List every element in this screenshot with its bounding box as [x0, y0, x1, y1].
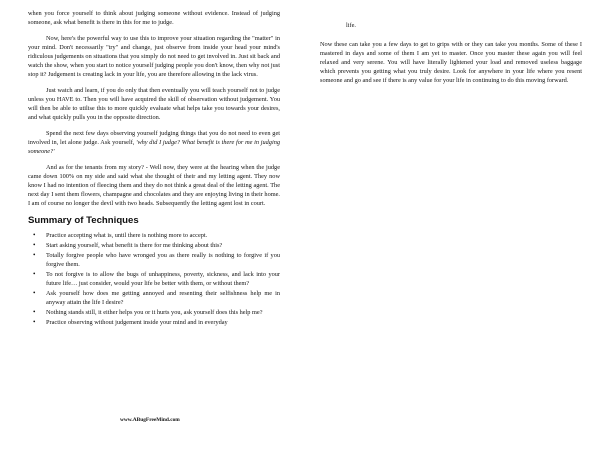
list-item [28, 318, 280, 327]
list-item [28, 270, 280, 288]
list-item-text: Start asking yourself, what benefit is there for me thinking about this? [46, 242, 223, 249]
list-item-text: Totally forgive people who have wronged you as there really is nothing to forgive if you forgive them. [46, 252, 280, 268]
paragraph-4-question: 'why did I judge? What benefit is there for me in judging someone?' [28, 139, 281, 155]
techniques-list [28, 231, 280, 327]
right-column [320, 40, 582, 92]
left-column [28, 9, 280, 328]
list-item-text: To not forgive is to allow the bugs of unhappiness, poverty, sickness, and lack into your future life… just consider, would your life be better with them, or without them? [46, 271, 280, 287]
paragraph-4-text: Spend the next few days observing yourself judging things that you do not need to even get involved in, let alone judge. Ask yourself, [28, 130, 280, 146]
bullet-icon: • [33, 270, 36, 278]
list-item [28, 289, 280, 307]
list-item-text: Practice observing without judgement inside your mind and in everyday [46, 319, 228, 326]
bullet-icon: • [33, 251, 36, 259]
list-item-text: Ask yourself how does me getting annoyed and resenting their selfishness help me in anyway attain the life I desire? [46, 290, 280, 306]
list-item [28, 308, 280, 317]
paragraph-4 [28, 129, 280, 156]
bullet-icon: • [33, 289, 36, 297]
list-item [28, 231, 280, 240]
list-item [28, 241, 280, 250]
bullet-icon: • [33, 308, 36, 316]
bullet-icon: • [33, 241, 36, 249]
list-item [28, 251, 280, 269]
bullet-icon: • [33, 318, 36, 326]
bullet-icon: • [33, 231, 36, 239]
list-continuation: life. [346, 22, 356, 29]
list-item-text: Practice accepting what is, until there is nothing more to accept. [46, 232, 208, 239]
paragraph-2: Now, here's the powerful way to use this to improve your situation regarding the "matter" in your mind. Don't necessarily "try" and change, just observe from inside your head your mind's ridiculous judgements on situations that you simply do not need to get involved in. Just sit back and watch the show, when you start to notice yourself judging people you don't know, then why not just stop it? Judgement is creating lack in your life, you are therefore allowing in the lack virus. [28, 35, 280, 78]
closing-paragraph: Now these can take you a few days to get to grips with or they can take you months. Some of these I mastered in days and some of them I am yet to master. Once you master these again you will feel relaxed and very serene. You will have literally lightened your load and removed useless baggage which prevents you getting what you truly desire. Look for anywhere in your life where you resent someone and go and see if there is any value for your life in continuing to do this moving forward. [320, 41, 582, 84]
footer-url: www.ABugFreeMind.com [120, 417, 180, 423]
paragraph-5: And as for the tenants from my story? - Well now, they were at the hearing when the judge came down 100% on my side and said what she thought of their and my letting agent. They now know I had no intention of fleecing them and they do not think a great deal of the letting agent. The next day I sent them flowers, champagne and chocolates and they are enjoying living in their home. I am of course no longer the devil with two heads. Subsequently the letting agent lost in court. [28, 164, 280, 207]
list-item-text: Nothing stands still, it either helps you or it hurts you, ask yourself does this help me? [46, 309, 263, 316]
paragraph-1: when you force yourself to think about judging someone without evidence. Instead of judging someone, ask what benefit is there in this for me to judge. [28, 10, 280, 26]
summary-heading: Summary of Techniques [28, 215, 139, 226]
paragraph-3: Just watch and learn, if you do only that then eventually you will teach yourself not to judge unless you HAVE to. Then you will have acquired the skill of observation without judgement. You will then be able to utilise this to more quickly evaluate what helps take you towards your desires, and what quickly pulls you in the opposite direction. [28, 87, 280, 121]
